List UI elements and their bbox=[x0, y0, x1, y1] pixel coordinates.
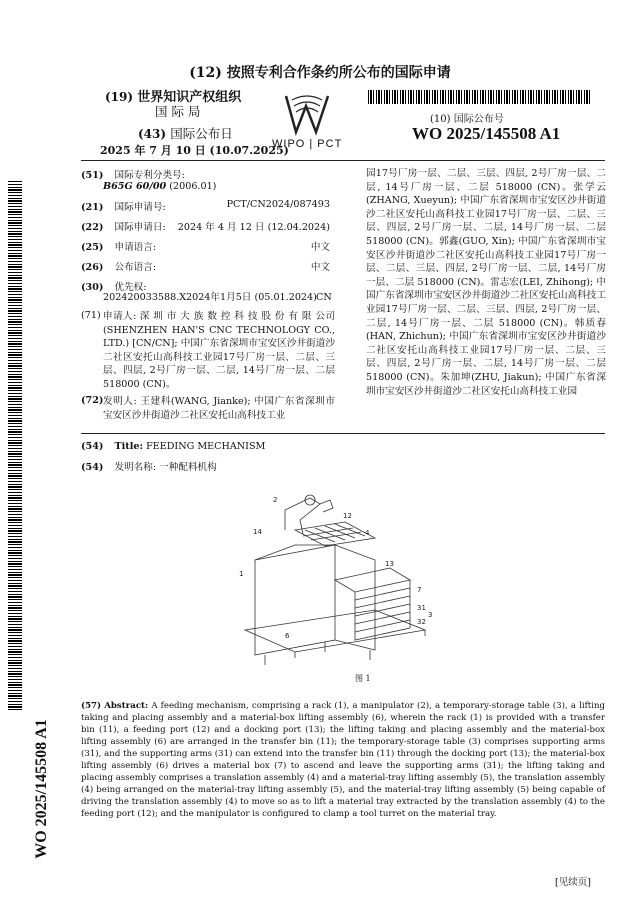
field-54-en bbox=[81, 441, 265, 452]
field-26 bbox=[81, 259, 156, 273]
f26-label: 公布语言: bbox=[114, 262, 157, 273]
mid-divider bbox=[81, 433, 605, 434]
document-title: (12) 按照专利合作条约所公布的国际申请 bbox=[189, 65, 451, 81]
f71-code: (71) bbox=[81, 310, 101, 321]
field-54-zh bbox=[81, 459, 217, 473]
fig-label-31: 31 bbox=[417, 604, 426, 612]
f25-label: 申请语言: bbox=[114, 242, 157, 253]
fig-label-2: 2 bbox=[273, 496, 278, 504]
inventors-continued: 园17号厂房一层、二层、三层、四层, 2号厂房一层、二层, 14号厂房一层、二层 518000 (CN)。张学云(ZHANG, Xueyun); 中国广东省深圳市宝安区沙井街道沙二社区安托山高科技工业园17号厂房一层、二层、三层、四层, 2号厂房一层、二层, 14号厂房一层、二层 518000 (CN)。郭鑫(GUO, Xin); 中国广东省深圳市宝安区沙井街道沙二社区安托山高科技工业园17号厂房一层、二层、三层、四层, 2号厂房一层、二层, 14号厂房一层、二层 518000 (CN)。雷志宏(LEI, Zhihong); 中国广东省深圳市宝安区沙井街道沙二社区安托山高科技工业园17号厂房一层、二层、三层、四层, 2号厂房一层、二层, 14号厂房一层、二层 518000 (CN)。韩质春(HAN, Zhichun); 中国广东省深圳市宝安区沙井街道沙二社区安托山高科技工业园17号厂房一层、二层、三层、四层, 2号厂房一层、二层, 14号厂房一层、二层 518000 (CN)。朱加坤(ZHU, Jiakun); 中国广东省深圳市宝安区沙井街道沙二社区安托山高科技工业园 bbox=[366, 168, 606, 397]
fig-label-6: 6 bbox=[285, 632, 290, 640]
pubdate-code: (43) bbox=[138, 127, 167, 141]
header-divider bbox=[81, 160, 605, 161]
fig-label-13: 13 bbox=[385, 560, 394, 568]
f51-label: 国际专利分类号: bbox=[114, 170, 185, 181]
fig-label-1: 1 bbox=[239, 570, 244, 578]
f30-code: (30) bbox=[81, 282, 104, 293]
abstract bbox=[81, 700, 605, 820]
f26-value: 中文 bbox=[310, 262, 330, 273]
f54a-code: (54) bbox=[81, 441, 104, 452]
fig-label-14: 14 bbox=[253, 528, 262, 536]
f30-country: CN bbox=[316, 292, 332, 303]
f22-label: 国际申请日: bbox=[114, 222, 166, 233]
fig-label-4: 4 bbox=[365, 529, 370, 537]
f51-value: B65G 60/00 bbox=[103, 181, 167, 192]
f25-code: (25) bbox=[81, 242, 104, 253]
abstract-label: Abstract: bbox=[104, 701, 149, 711]
abstract-text: A feeding mechanism, comprising a rack (1), a manipulator (2), a temporary-storage table (3), a lifting taking and placing assembly and a material-box lifting assembly (6), wherein the rack (1) is provided with a transfer bin (11), a feeding port (12) and a docking port (13); the lifting taking and placing assembly and the material-box lifting assembly (6) are arranged in the transfer bin (11); the temporary-storage table (3) comprises supporting arms (31), and the supporting arms (31) can extend into the transfer bin (11) through the docking port (13); the material-box lifting assembly (6) drives a material box (7) to ascend and leave the supporting arms (31); the lifting taking and placing assembly comprises a translation assembly (4) and a material-tray lifting assembly (5), the translation assembly (4) being arranged on the material-tray lifting assembly (5), and the material-tray lifting assembly (5) being capable of driving the translation assembly (4) to move so as to lift a material tray extracted by the translation assembly (4) to the feeding port (12); and the manipulator is configured to clamp a tool turret on the material tray. bbox=[81, 701, 606, 819]
field-30 bbox=[81, 279, 147, 293]
org-bureau: 国 际 局 bbox=[155, 104, 201, 119]
side-pubno: WO 2025/145508 A1 bbox=[33, 719, 50, 859]
f30-date: 2024年1月5日 (05.01.2024) bbox=[186, 292, 317, 303]
field-25 bbox=[81, 239, 156, 253]
abstract-code: (57) bbox=[81, 701, 102, 711]
fig-label-32: 32 bbox=[417, 618, 426, 626]
pubno-label: (10) 国际公布号 bbox=[430, 114, 504, 125]
barcode-top bbox=[368, 90, 590, 104]
f26-code: (26) bbox=[81, 262, 104, 273]
fig-label-12: 12 bbox=[343, 512, 352, 520]
wipo-label: WIPO | PCT bbox=[272, 138, 343, 150]
f54b-code: (54) bbox=[81, 462, 104, 473]
f22-code: (22) bbox=[81, 222, 104, 233]
pubdate-heading bbox=[138, 124, 233, 142]
f54a-value: FEEDING MECHANISM bbox=[146, 441, 266, 452]
f25-value: 中文 bbox=[310, 242, 330, 253]
field-21 bbox=[81, 199, 166, 213]
wipo-logo-icon bbox=[282, 92, 332, 136]
org-code: (19) bbox=[105, 90, 134, 104]
f71-applicant: 申请人: 深 圳 市 大 族 数 控 科 技 股 份 有 限 公司(SHENZHEN HAN'S CNC TECHNOLOGY CO., LTD.) [CN/CN]; 中国广东省深圳市宝安区沙井街道沙二社区安托山高科技工业园17号厂房一层、二层、三层、四层, 2号厂房一层、二层, 14号厂房一层、二层 518000 (CN)。 bbox=[103, 311, 335, 390]
pubdate-label: 国际公布日 bbox=[170, 126, 233, 141]
pubno-value: WO 2025/145508 A1 bbox=[412, 124, 561, 143]
f51-year: (2006.01) bbox=[169, 181, 217, 192]
f51-code: (51) bbox=[81, 170, 104, 181]
field-51 bbox=[81, 167, 216, 192]
f54b-value: 一种配料机构 bbox=[159, 462, 217, 473]
f30-label: 优先权: bbox=[114, 282, 147, 293]
f22-value: 2024 年 4 月 12 日 (12.04.2024) bbox=[177, 222, 330, 233]
figure-caption: 图 1 bbox=[355, 674, 371, 683]
f21-value: PCT/CN2024/087493 bbox=[226, 199, 330, 210]
fig-label-7: 7 bbox=[417, 586, 422, 594]
fig-label-3: 3 bbox=[428, 611, 433, 619]
f72-inventor: 发明人: 王建科(WANG, Jianke); 中国广东省深圳市宝安区沙井街道沙二社区安托山高科技工业 bbox=[103, 396, 335, 421]
barcode-side bbox=[8, 180, 22, 710]
f21-label: 国际申请号: bbox=[114, 202, 166, 213]
org-name: 世界知识产权组织 bbox=[137, 90, 242, 105]
mechanism-drawing bbox=[225, 490, 445, 670]
f54b-label: 发明名称: bbox=[114, 462, 157, 473]
f30-number: 202420033588.X bbox=[103, 292, 187, 303]
field-22 bbox=[81, 219, 166, 233]
continued-note: [见续页] bbox=[555, 877, 591, 888]
f72-code: (72) bbox=[81, 395, 104, 406]
f21-code: (21) bbox=[81, 202, 104, 213]
f54a-label: Title: bbox=[114, 441, 144, 452]
pubdate-value: 2025 年 7 月 10 日 (10.07.2025) bbox=[100, 144, 289, 157]
